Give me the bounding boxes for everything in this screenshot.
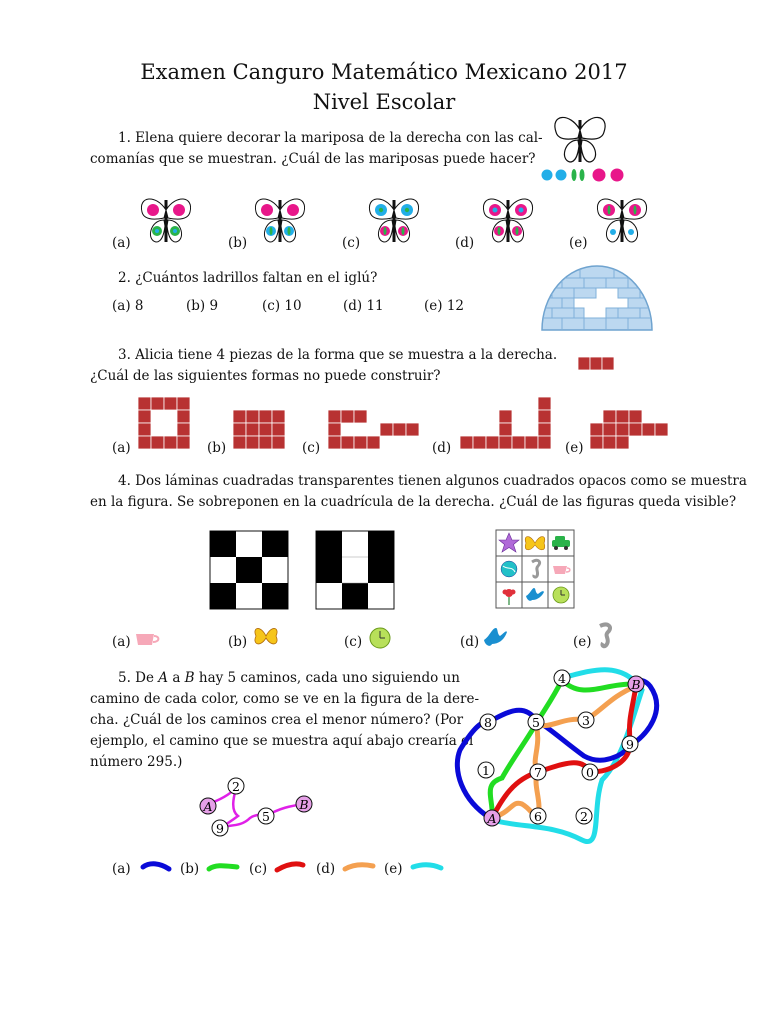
q2-option-d[interactable]: (d) 11	[343, 298, 384, 314]
bird-icon[interactable]	[482, 624, 508, 650]
brick-cell	[590, 423, 603, 436]
brick-cell	[512, 436, 525, 449]
q3-shape-e[interactable]	[590, 410, 670, 452]
example-node-b: B	[299, 797, 309, 812]
q3-option-e[interactable]: (e)	[565, 440, 584, 456]
example-node-2: 2	[232, 779, 240, 794]
brick-cell	[603, 423, 616, 436]
q1-butterfly-d-icon[interactable]	[480, 196, 536, 246]
q5-option-a[interactable]: (a)	[112, 861, 131, 877]
q3-line2: ¿Cuál de las siguientes formas no puede construir?	[90, 368, 441, 384]
q5-line1: 5. De A a B hay 5 caminos, cada uno siguiendo un	[118, 670, 460, 686]
q3-shape-d[interactable]	[460, 397, 554, 451]
q1-stickers	[540, 166, 624, 184]
q1-option-b[interactable]: (b)	[228, 235, 248, 251]
brick-cell	[328, 410, 341, 423]
q1-butterfly-a-icon[interactable]	[138, 196, 194, 246]
brick-cell	[354, 436, 367, 449]
brick-cell	[233, 436, 246, 449]
q5-path-map	[452, 660, 674, 852]
brick-cell	[538, 410, 551, 423]
q1-reference-butterfly-icon	[550, 112, 610, 168]
page-subtitle: Nivel Escolar	[312, 90, 456, 114]
brick-cell	[460, 436, 473, 449]
q5-swatch-a[interactable]	[140, 860, 172, 874]
brick-cell	[616, 423, 629, 436]
brick-cell	[177, 436, 190, 449]
example-node-a: A	[203, 799, 213, 814]
brick-cell	[499, 436, 512, 449]
q1-butterfly-e-icon[interactable]	[594, 196, 650, 246]
map-node-8: 8	[484, 715, 492, 730]
q1-option-c[interactable]: (c)	[342, 235, 361, 251]
q5-option-e[interactable]: (e)	[384, 861, 403, 877]
brick-cell	[629, 423, 642, 436]
q4-option-e[interactable]: (e)	[573, 634, 592, 650]
q4-line1: 4. Dos láminas cuadradas transparentes tienen algunos cuadrados opacos como se muestra	[118, 473, 747, 489]
cup-icon[interactable]	[134, 630, 162, 650]
q3-option-a[interactable]: (a)	[112, 440, 131, 456]
brick-cell	[328, 436, 341, 449]
brick-cell	[499, 410, 512, 423]
brick-cell	[341, 410, 354, 423]
q5-line5: número 295.)	[90, 754, 183, 770]
brick-cell	[272, 410, 285, 423]
q1-option-a[interactable]: (a)	[112, 235, 131, 251]
q1-butterfly-b-icon[interactable]	[252, 196, 308, 246]
map-node-a: A	[487, 811, 497, 826]
brick-cell	[328, 423, 341, 436]
map-node-4: 4	[558, 671, 566, 686]
brick-cell	[367, 436, 380, 449]
q2-text: 2. ¿Cuántos ladrillos faltan en el iglú?	[118, 270, 378, 286]
q3-shape-a[interactable]	[138, 397, 192, 451]
q2-option-c[interactable]: (c) 10	[262, 298, 302, 314]
igloo-icon	[540, 262, 654, 332]
clock-icon[interactable]	[368, 626, 392, 650]
brick-cell	[354, 410, 367, 423]
brick-cell	[616, 410, 629, 423]
brick-cell	[380, 423, 393, 436]
brick-cell	[525, 436, 538, 449]
q4-picture-grid	[496, 530, 576, 612]
q4-option-c[interactable]: (c)	[344, 634, 363, 650]
brick-cell	[538, 423, 551, 436]
brick-cell	[246, 410, 259, 423]
brick-cell	[138, 423, 151, 436]
q4-option-d[interactable]: (d)	[460, 634, 480, 650]
q3-shape-b[interactable]	[233, 410, 287, 452]
q4-sheet-1	[210, 531, 290, 611]
q5-line4: ejemplo, el camino que se muestra aquí abajo crearía el	[90, 733, 474, 749]
brick-cell	[164, 397, 177, 410]
brick-cell	[499, 423, 512, 436]
brick-cell	[138, 410, 151, 423]
q2-option-a[interactable]: (a) 8	[112, 298, 144, 314]
brick-cell	[538, 397, 551, 410]
brick-cell	[603, 436, 616, 449]
brick-cell	[246, 436, 259, 449]
map-node-5: 5	[532, 715, 540, 730]
brick-cell	[151, 436, 164, 449]
q5-swatch-b[interactable]	[206, 860, 240, 874]
brick-cell	[393, 423, 406, 436]
q5-swatch-d[interactable]	[342, 860, 376, 874]
map-node-3: 3	[582, 713, 590, 728]
q4-sheet-2	[316, 531, 396, 611]
q1-butterfly-c-icon[interactable]	[366, 196, 422, 246]
q5-line3: cha. ¿Cuál de los caminos crea el menor número? (Por	[90, 712, 464, 728]
brick-cell	[272, 436, 285, 449]
brick-cell	[259, 436, 272, 449]
q5-option-b[interactable]: (b)	[180, 861, 200, 877]
map-node-7: 7	[534, 765, 542, 780]
q4-line2: en la figura. Se sobreponen en la cuadrícula de la derecha. ¿Cuál de las figuras queda visible?	[90, 494, 737, 510]
clock-icon	[553, 587, 569, 603]
brick-cell	[473, 436, 486, 449]
seahorse-icon[interactable]	[596, 622, 616, 650]
ball-icon	[501, 561, 517, 577]
brick-cell	[603, 410, 616, 423]
q5-swatch-c[interactable]	[274, 860, 306, 874]
brick-cell	[233, 423, 246, 436]
map-node-0: 0	[586, 765, 594, 780]
q3-option-c[interactable]: (c)	[302, 440, 321, 456]
map-node-1: 1	[482, 763, 490, 778]
brick-cell	[642, 423, 655, 436]
q1-option-d[interactable]: (d)	[455, 235, 475, 251]
brick-cell	[590, 436, 603, 449]
brick-cell	[655, 423, 668, 436]
brick-cell	[246, 423, 259, 436]
q3-piece-icon	[578, 357, 618, 373]
brick-cell	[259, 410, 272, 423]
brick-cell	[259, 423, 272, 436]
brick-cell	[138, 436, 151, 449]
brick-cell	[406, 423, 419, 436]
q2-option-e[interactable]: (e) 12	[424, 298, 464, 314]
brick-cell	[164, 436, 177, 449]
brick-cell	[629, 410, 642, 423]
q3-option-b[interactable]: (b)	[207, 440, 227, 456]
q3-line1: 3. Alicia tiene 4 piezas de la forma que se muestra a la derecha.	[118, 347, 558, 363]
map-node-b: B	[631, 677, 641, 692]
brick-cell	[341, 436, 354, 449]
brick-cell	[272, 423, 285, 436]
brick-cell	[616, 436, 629, 449]
map-node-2: 2	[580, 809, 588, 824]
q5-line2: camino de cada color, como se ve en la figura de la dere-	[90, 691, 480, 707]
brick-cell	[538, 436, 551, 449]
butterfly-icon[interactable]	[252, 624, 280, 650]
q1-line1: 1. Elena quiere decorar la mariposa de la derecha con las cal-	[118, 130, 543, 146]
example-node-9: 9	[216, 821, 224, 836]
brick-cell	[486, 436, 499, 449]
q5-option-d[interactable]: (d)	[316, 861, 336, 877]
q5-example-path	[190, 770, 330, 840]
q4-option-b[interactable]: (b)	[228, 634, 248, 650]
map-node-9: 9	[626, 737, 634, 752]
q1-line2: comanías que se muestran. ¿Cuál de las mariposas puede hacer?	[90, 151, 536, 167]
page-title: Examen Canguro Matemático Mexicano 2017	[140, 60, 628, 84]
map-node-6: 6	[534, 809, 542, 824]
q1-option-e[interactable]: (e)	[569, 235, 588, 251]
brick-cell	[177, 423, 190, 436]
q5-swatch-e[interactable]	[410, 860, 444, 874]
brick-cell	[151, 397, 164, 410]
q3-option-d[interactable]: (d)	[432, 440, 452, 456]
brick-cell	[138, 397, 151, 410]
brick-cell	[177, 410, 190, 423]
brick-cell	[177, 397, 190, 410]
example-node-5: 5	[262, 809, 270, 824]
q4-option-a[interactable]: (a)	[112, 634, 131, 650]
q5-option-c[interactable]: (c)	[249, 861, 268, 877]
brick-cell	[233, 410, 246, 423]
q2-option-b[interactable]: (b) 9	[186, 298, 219, 314]
q3-shape-c[interactable]	[328, 410, 422, 452]
